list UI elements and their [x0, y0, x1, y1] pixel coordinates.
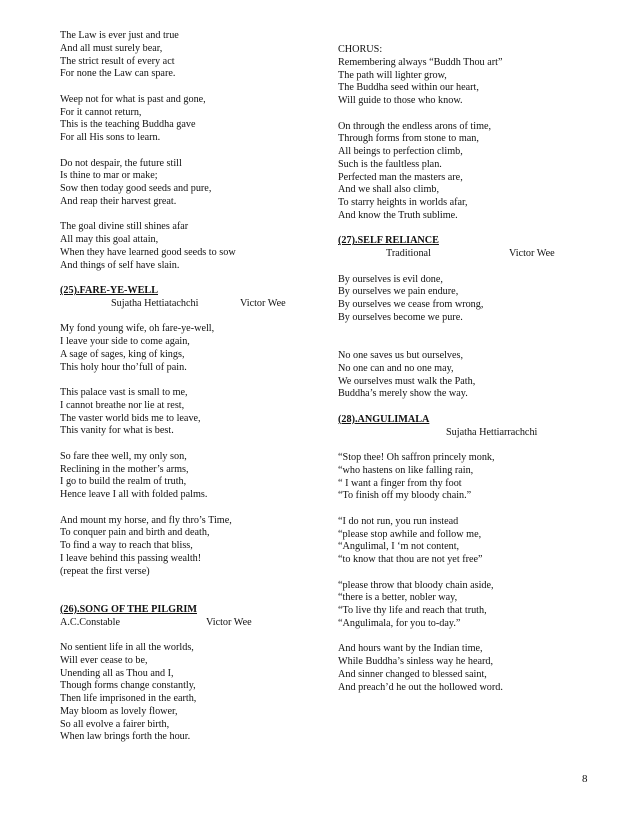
verse-line: The Buddha seed within our heart,	[338, 82, 479, 94]
song-composer: Victor Wee	[206, 616, 252, 628]
stanza	[60, 30, 320, 81]
verse-line: Though forms change constantly,	[60, 680, 196, 692]
chorus	[338, 44, 608, 108]
verse-line: The Law is ever just and true	[60, 30, 179, 41]
verse-line: Remembering always “Buddh Thou art”	[338, 56, 503, 68]
verse-line: For none the Law can spare.	[60, 68, 176, 80]
verse-line: Do not despair, the future still	[60, 157, 182, 169]
verse-line: And mount my horse, and fly thro’s Time,	[60, 514, 232, 526]
verse-line: This vanity for what is best.	[60, 425, 174, 437]
verse-line: A sage of sages, king of kings,	[60, 348, 185, 360]
verse-line: By ourselves we cease from wrong,	[338, 299, 484, 310]
verse-line: Hence leave I all with folded palms.	[60, 489, 208, 500]
verse-line: The strict result of every act	[60, 55, 175, 67]
verse-line: Such is the faultless plan.	[338, 158, 442, 170]
verse-line: To starry heights in worlds afar,	[338, 197, 468, 208]
verse-line: “Stop thee! Oh saffron princely monk,	[338, 452, 495, 463]
song-title: (27).SELF RELIANCE	[338, 235, 439, 247]
song-credits	[60, 298, 320, 311]
verse-line: Will ever cease to be,	[60, 654, 148, 666]
verse-line: We ourselves must walk the Path,	[338, 375, 476, 387]
verse-line: By ourselves become we pure.	[338, 311, 463, 323]
verse-line: “Angulimala, for you to-day.”	[338, 617, 461, 629]
verse-line: For all His sons to learn.	[60, 132, 161, 143]
verse-line: So fare thee well, my only son,	[60, 450, 187, 462]
verse-line: For it cannot return,	[60, 106, 142, 118]
stanza	[338, 274, 608, 325]
stanza	[60, 515, 320, 579]
chorus-heading: CHORUS:	[338, 44, 383, 55]
verse-line: Weep not for what is past and gone,	[60, 93, 206, 105]
verse-line: And things of self have slain.	[60, 259, 180, 271]
stanza	[338, 516, 608, 567]
verse-line: When law brings forth the hour.	[60, 731, 191, 743]
verse-line: By ourselves we pain endure,	[338, 286, 459, 298]
stanza	[60, 387, 320, 438]
song-composer: Victor Wee	[509, 248, 555, 259]
song-title: (28).ANGULIMALA	[338, 413, 430, 425]
stanza	[338, 452, 608, 503]
stanza	[60, 158, 320, 209]
song-author: Traditional	[386, 248, 431, 259]
verse-line: Sow then today good seeds and pure,	[60, 183, 212, 194]
stanza	[338, 643, 608, 694]
song-credits	[338, 427, 608, 440]
verse-line: The path will lighter grow,	[338, 69, 447, 81]
verse-line: To find a way to reach that bliss,	[60, 540, 193, 551]
page-number: 8	[582, 773, 588, 785]
song-author: A.C.Constable	[60, 616, 120, 628]
verse-line: “there is a better, nobler way,	[338, 592, 458, 604]
song-composer: Victor Wee	[240, 297, 286, 309]
verse-line: All may this goal attain,	[60, 234, 159, 245]
verse-line: “who hastens on like falling rain,	[338, 464, 474, 476]
verse-line: May bloom as lovely flower,	[60, 705, 178, 717]
verse-line: The goal divine still shines afar	[60, 221, 189, 233]
verse-line: And sinner changed to blessed saint,	[338, 668, 487, 680]
verse-line: Buddha’s merely show the way.	[338, 388, 468, 400]
stanza	[338, 580, 608, 631]
verse-line: This is the teaching Buddha gave	[60, 119, 196, 131]
verse-line: “ I want a finger from thy foot	[338, 477, 462, 489]
verse-line: And know the Truth sublime.	[338, 209, 458, 221]
verse-line: “please stop awhile and follow me,	[338, 528, 482, 540]
verse-line: And we shall also climb,	[338, 184, 440, 196]
song-credits	[338, 248, 608, 261]
verse-line: Reclining in the mother’s arms,	[60, 463, 189, 475]
verse-line: “To finish off my bloody chain.”	[338, 490, 472, 502]
verse-line: Is thine to mar or make;	[60, 170, 158, 182]
verse-line: This palace vast is small to me,	[60, 387, 188, 398]
stanza	[60, 323, 320, 374]
verse-line: On through the endless arons of time,	[338, 120, 492, 132]
right-column	[338, 44, 608, 694]
verse-line: All beings to perfection climb,	[338, 146, 463, 157]
stanza	[338, 350, 608, 401]
verse-line: I go to build the realm of truth,	[60, 476, 187, 488]
song-credits	[60, 617, 320, 630]
verse-line: And hours want by the Indian time,	[338, 643, 483, 655]
verse-line: The vaster world bids me to leave,	[60, 412, 201, 424]
stanza	[60, 451, 320, 502]
verse-line: And preach’d he out the hollowed word.	[338, 681, 503, 693]
verse-line: I cannot breathe nor lie at rest,	[60, 399, 185, 411]
verse-line: This holy hour tho’full of pain.	[60, 361, 187, 373]
verse-line: No sentient life in all the worlds,	[60, 642, 194, 653]
stanza	[338, 121, 608, 223]
verse-line: Through forms from stone to man,	[338, 133, 479, 145]
verse-line: I leave behind this passing wealth!	[60, 552, 202, 564]
verse-line: “Angulimal, I ‘m not content,	[338, 541, 460, 553]
verse-line: No one saves us but ourselves,	[338, 350, 464, 361]
song-author: Sujatha Hettiatachchi	[111, 297, 199, 309]
verse-line: While Buddha’s sinless way he heard,	[338, 656, 494, 667]
stanza	[60, 221, 320, 272]
stanza	[60, 94, 320, 145]
verse-line: So all evolve a fairer birth,	[60, 718, 170, 730]
verse-line: I leave your side to come again,	[60, 336, 190, 347]
verse-line: Perfected man the masters are,	[338, 171, 463, 183]
verse-line: “please throw that bloody chain aside,	[338, 579, 494, 591]
verse-line: “To live thy life and reach that truth,	[338, 605, 487, 616]
verse-line: “to know that thou are not yet free”	[338, 554, 483, 565]
verse-line: When they have learned good seeds to sow	[60, 246, 236, 258]
repeat-note: (repeat the first verse)	[60, 565, 150, 577]
verse-line: My fond young wife, oh fare-ye-well,	[60, 323, 215, 335]
verse-line: By ourselves is evil done,	[338, 273, 443, 285]
song-title: (25).FARE-YE-WELL	[60, 285, 159, 296]
song-author: Sujatha Hettiarrachchi	[446, 426, 538, 438]
stanza	[60, 642, 320, 744]
song-title: (26).SONG OF THE PILGRIM	[60, 603, 197, 615]
left-column	[60, 30, 320, 744]
verse-line: “I do not run, you run instead	[338, 515, 459, 527]
verse-line: Will guide to those who know.	[338, 95, 463, 106]
verse-line: Then life imprisoned in the earth,	[60, 693, 197, 704]
verse-line: And reap their harvest great.	[60, 195, 177, 207]
verse-line: Unending all as Thou and I,	[60, 667, 174, 679]
verse-line: And all must surely bear,	[60, 42, 163, 54]
verse-line: To conquer pain and birth and death,	[60, 527, 210, 539]
verse-line: No one can and no one may,	[338, 362, 454, 374]
